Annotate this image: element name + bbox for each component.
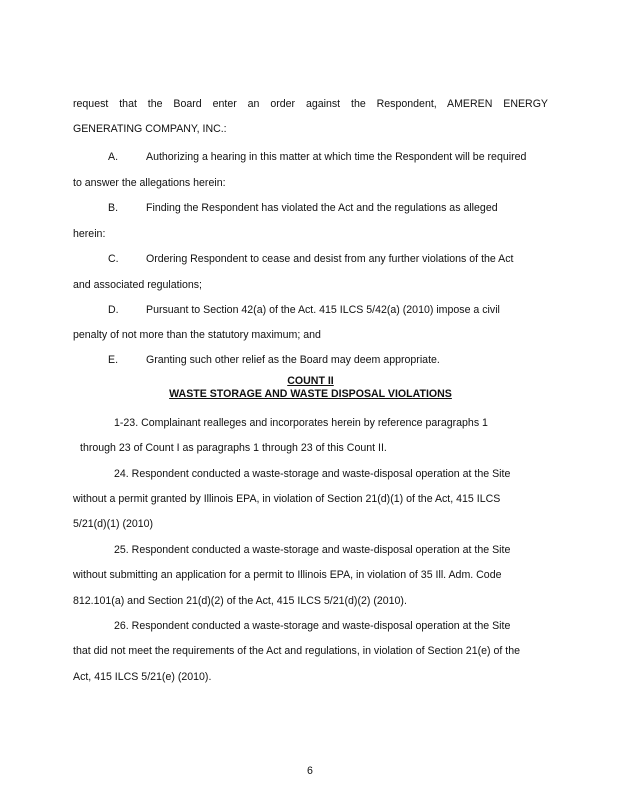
paragraph-continuation: 5/21(d)(1) (2010) xyxy=(73,518,154,530)
relief-item-d xyxy=(108,303,548,317)
item-text: Finding the Respondent has violated the Act and the regulations as alleged xyxy=(146,202,498,214)
item-label: C. xyxy=(108,253,119,265)
relief-item-a xyxy=(108,150,548,164)
item-text: Granting such other relief as the Board may deem appropriate. xyxy=(146,354,440,366)
intro-line-1: request that the Board enter an order against the Respondent, AMEREN ENERGY xyxy=(73,98,548,110)
item-text: Ordering Respondent to cease and desist from any further violations of the Act xyxy=(146,253,514,265)
item-label: E. xyxy=(108,354,119,366)
item-continuation: penalty of not more than the statutory maximum; and xyxy=(73,329,321,341)
paragraph-25: 25. Respondent conducted a waste-storage and waste-disposal operation at the Site xyxy=(114,544,511,556)
paragraph-continuation: 812.101(a) and Section 21(d)(2) of the Act, 415 ILCS 5/21(d)(2) (2010). xyxy=(73,595,407,607)
item-label: D. xyxy=(108,304,119,316)
item-continuation: herein: xyxy=(73,228,106,240)
page-number: 6 xyxy=(307,765,313,777)
count-title: COUNT II xyxy=(287,375,334,387)
relief-item-b xyxy=(108,201,548,215)
relief-item-c xyxy=(108,252,548,266)
item-label: A. xyxy=(108,151,119,163)
relief-item-e xyxy=(108,353,548,367)
item-continuation: to answer the allegations herein: xyxy=(73,177,226,189)
paragraph-continuation: that did not meet the requirements of the Act and regulations, in violation of Section 21(e) of the xyxy=(73,645,520,657)
paragraph-26: 26. Respondent conducted a waste-storage and waste-disposal operation at the Site xyxy=(114,620,511,632)
paragraph-continuation: without submitting an application for a permit to Illinois EPA, in violation of 35 Ill. Adm. Code xyxy=(73,569,502,581)
paragraph-24: 24. Respondent conducted a waste-storage and waste-disposal operation at the Site xyxy=(114,468,511,480)
paragraph-continuation: without a permit granted by Illinois EPA, in violation of Section 21(d)(1) of the Act, 415 ILCS xyxy=(73,493,501,505)
item-text: Pursuant to Section 42(a) of the Act. 415 ILCS 5/42(a) (2010) impose a civil xyxy=(146,304,500,316)
item-label: B. xyxy=(108,202,119,214)
paragraph-continuation: through 23 of Count I as paragraphs 1 through 23 of this Count II. xyxy=(80,442,387,454)
paragraph-continuation: Act, 415 ILCS 5/21(e) (2010). xyxy=(73,671,212,683)
paragraph-1-23: 1-23. Complainant realleges and incorporates herein by reference paragraphs 1 xyxy=(114,417,488,429)
count-subtitle: WASTE STORAGE AND WASTE DISPOSAL VIOLATIONS xyxy=(169,388,452,400)
item-continuation: and associated regulations; xyxy=(73,279,202,291)
intro-line-2: GENERATING COMPANY, INC.: xyxy=(73,123,227,135)
item-text: Authorizing a hearing in this matter at which time the Respondent will be required xyxy=(146,151,527,163)
